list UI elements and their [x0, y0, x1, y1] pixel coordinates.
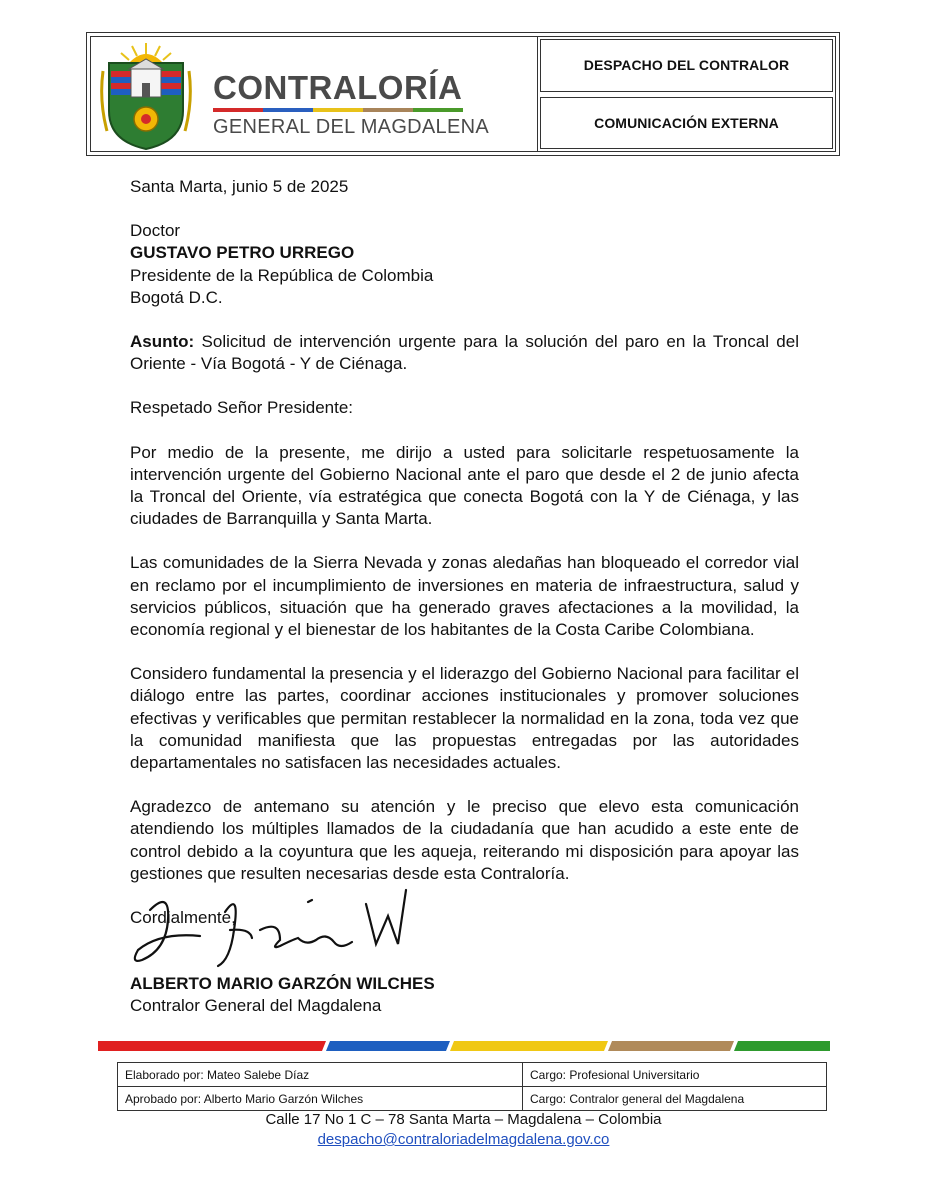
brand-stripe [413, 108, 463, 112]
document-header [86, 32, 840, 156]
signer-position: Contralor General del Magdalena [130, 996, 382, 1016]
brand-stripe [363, 108, 413, 112]
brand-block [213, 71, 489, 138]
approval-table [117, 1062, 827, 1111]
recipient-position: Presidente de la República de Colombia [130, 265, 434, 285]
magdalena-shield-icon [99, 41, 193, 151]
subject-label: Asunto: [130, 332, 195, 352]
closing: Cordialmente, [130, 908, 236, 928]
brand-stripe [263, 108, 313, 112]
header-frame [90, 36, 836, 152]
subject [130, 331, 799, 375]
brand-stripe [313, 108, 363, 112]
approved-role-cell: Cargo: Contralor general del Magdalena [523, 1087, 827, 1111]
prepared-role-cell: Cargo: Profesional Universitario [523, 1063, 827, 1087]
color-bar-segment [98, 1041, 326, 1051]
greeting: Respetado Señor Presidente: [130, 398, 354, 418]
office-label: DESPACHO DEL CONTRALOR [540, 39, 833, 92]
brand-subtitle: GENERAL DEL MAGDALENA [213, 116, 490, 138]
prepared-by-cell: Elaborado por: Mateo Salebe Díaz [118, 1063, 523, 1087]
color-bar-segment [326, 1041, 450, 1051]
brand-title: CONTRALORÍA [213, 69, 463, 106]
subject-text: Solicitud de intervención urgente para la solución del paro en la Troncal del Oriente - Vía Bogotá - Y de Ciénaga. [130, 332, 799, 374]
salutation-title: Doctor [130, 221, 181, 241]
signer-name: ALBERTO MARIO GARZÓN WILCHES [130, 974, 435, 994]
approved-by-cell: Aprobado por: Alberto Mario Garzón Wilches [118, 1087, 523, 1111]
paragraph-3: Considero fundamental la presencia y el liderazgo del Gobierno Nacional para facilitar el diálogo entre las partes, coordinar acciones institucionales y promover soluciones efectivas y verificables que permitan restablecer la normalidad en la zona, toda vez que la comunidad manifiesta que las propuestas entregadas por las autoridades departamentales no satisfacen las necesidades actuales. [130, 664, 799, 773]
email-link[interactable]: despacho@contraloriadelmagdalena.gov.co [317, 1131, 610, 1148]
footer-color-bar [98, 1041, 830, 1051]
footer-address [0, 1110, 927, 1150]
handwritten-signature [130, 880, 430, 970]
paragraph-1: Por medio de la presente, me dirijo a usted para solicitarle respetuosamente la intervención urgente del Gobierno Nacional ante el paro que desde el 2 de junio afecta la Troncal del Oriente, vía estratégica que conecta Bogotá con la Y de Ciénaga, y las ciudades de Barranquilla y Santa Marta. [130, 442, 799, 529]
doc-type-label: COMUNICACIÓN EXTERNA [540, 97, 833, 150]
recipient-name: GUSTAVO PETRO URREGO [130, 243, 355, 263]
table-row [118, 1063, 827, 1087]
recipient-city: Bogotá D.C. [130, 287, 223, 307]
table-row [118, 1087, 827, 1111]
header-info-cells [538, 37, 835, 151]
brand-stripes [213, 108, 463, 112]
brand-stripe [213, 108, 263, 112]
color-bar-segment [608, 1041, 734, 1051]
address-line: Calle 17 No 1 C – 78 Santa Marta – Magdalena – Colombia [265, 1111, 662, 1128]
paragraph-2: Las comunidades de la Sierra Nevada y zonas aledañas han bloqueado el corredor vial en reclamo por el incumplimiento de inversiones en materia de infraestructura, salud y servicios públicos, situación que ha generado graves afectaciones a la movilidad, la economía regional y el bienestar de los habitantes de la Costa Caribe Colombiana. [130, 553, 799, 640]
paragraph-4: Agradezco de antemano su atención y le preciso que elevo esta comunicación atendiendo los múltiples llamados de la ciudadanía que han acudido a este ente de control debido a la coyuntura que les aqueja, reiterando mi disposición para apoyar las gestiones que resulten necesarias desde esta Contraloría. [130, 797, 799, 883]
color-bar-segment [734, 1041, 830, 1051]
color-bar-segment [450, 1041, 608, 1051]
place-date: Santa Marta, junio 5 de 2025 [130, 177, 349, 196]
logo-cell [91, 37, 538, 151]
